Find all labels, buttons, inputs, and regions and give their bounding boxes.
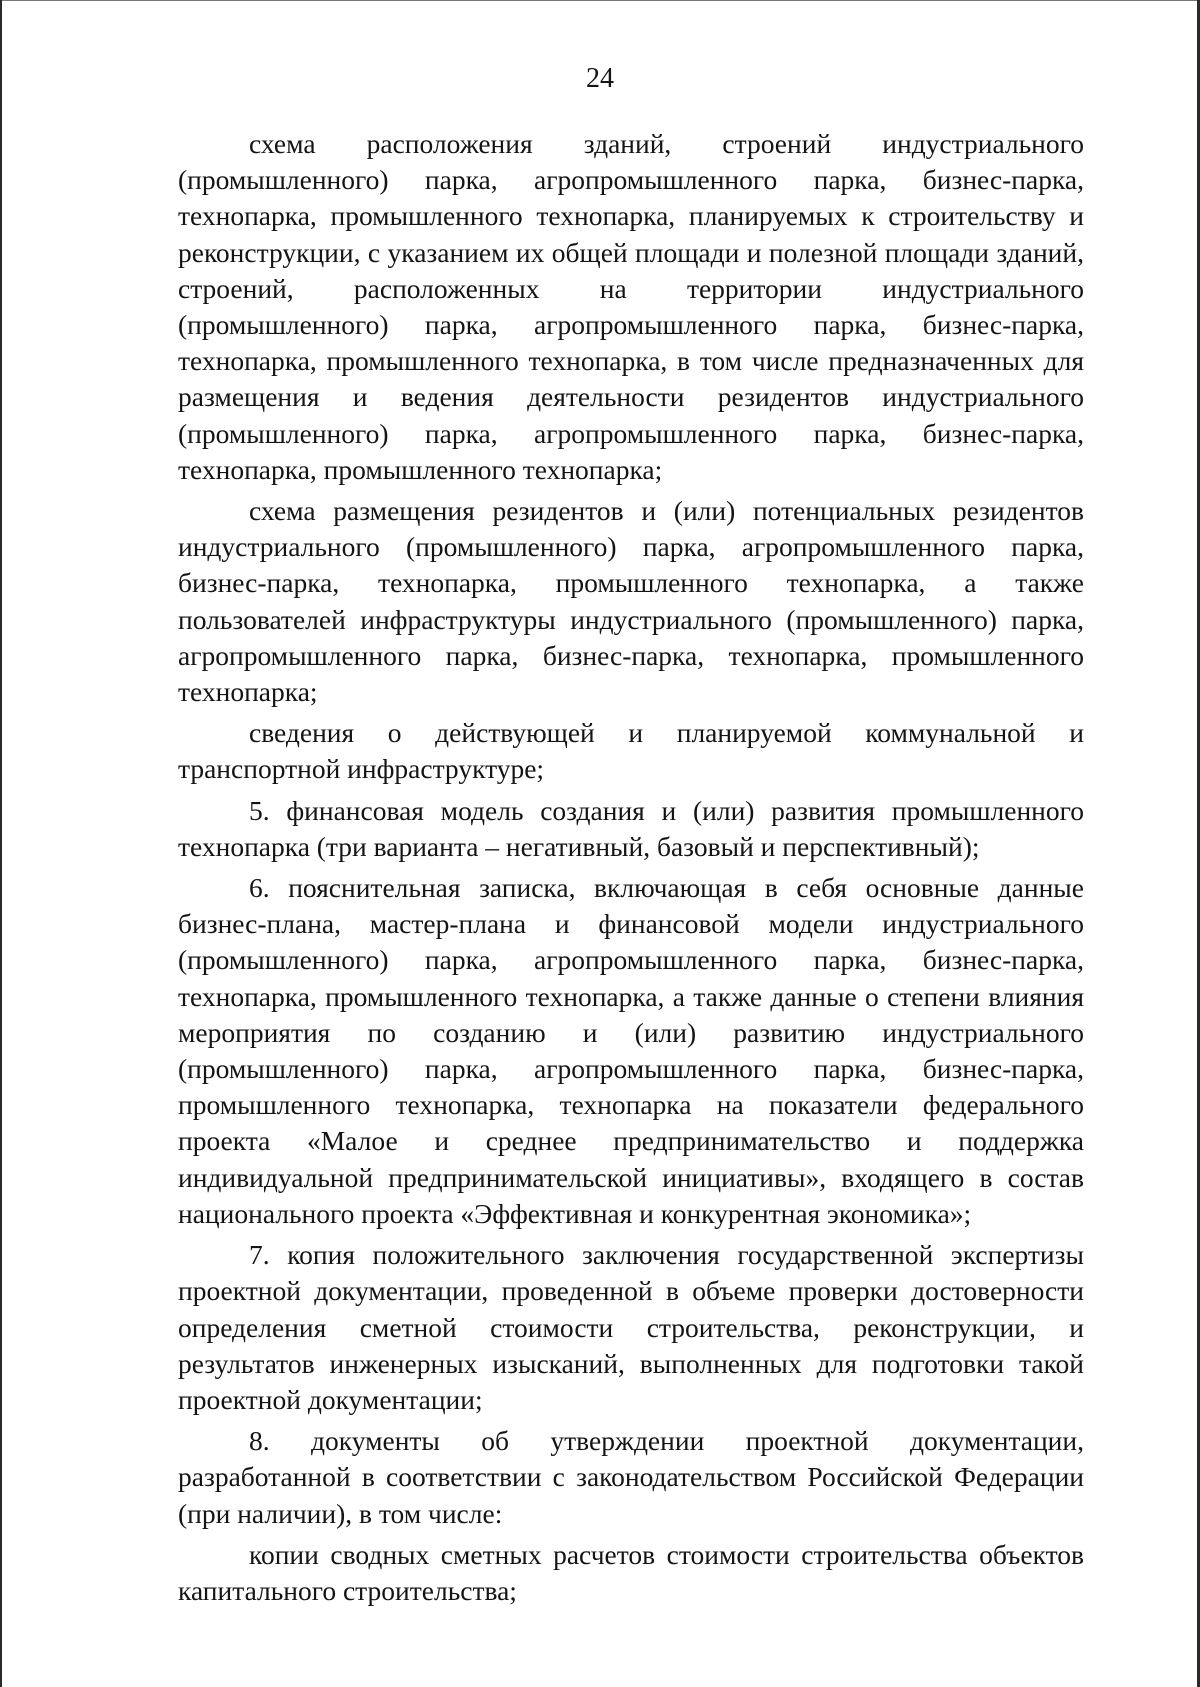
paragraph-item-5-financial-model: 5. финансовая модель создания и (или) развития промышленного технопарка (три варианта – негативный, базовый и перспективный); <box>178 794 1084 862</box>
paragraph-building-layout-scheme: схема расположения зданий, строений индустриального (промышленного) парка, агропромышленного парка, бизнес-парка, технопарка, промышленного технопарка, планируемых к строительству и реконструкции, с указанием их общей площади и полезной площади зданий, строений, расположенных на территории индустриального (промышленного) парка, агропромышленного парка, бизнес-парка, технопарка, промышленного технопарка, в том числе предназначенных для размещения и ведения деятельности резидентов индустриального (промышленного) парка, агропромышленного парка, бизнес-парка, технопарка, промышленного технопарка; <box>178 128 1084 485</box>
paragraph-residents-placement-scheme: схема размещения резидентов и (или) потенциальных резидентов индустриального (промышленного) парка, агропромышленного парка, бизнес-парка, технопарка, промышленного технопарка, а также пользователей инфраструктуры индустриального (промышленного) парка, агропромышленного парка, бизнес-парка, технопарка, промышленного технопарка; <box>178 495 1084 708</box>
scan-edge-left <box>0 0 2 1687</box>
paragraph-estimate-copies: копии сводных сметных расчетов стоимости строительства объектов капитального строительства; <box>178 1538 1084 1606</box>
paragraph-item-7-expertise-copy: 7. копия положительного заключения государственной экспертизы проектной документации, проведенной в объеме проверки достоверности определения сметной стоимости строительства, реконструкции, и результатов инженерных изысканий, выполненных для подготовки такой проектной документации; <box>178 1239 1084 1415</box>
paragraph-item-8-approval-documents: 8. документы об утверждении проектной документации, разработанной в соответствии с законодательством Российской Федерации (при наличии), в том числе: <box>178 1425 1084 1529</box>
paragraph-item-6-explanatory-note: 6. пояснительная записка, включающая в себя основные данные бизнес-плана, мастер-плана и финансовой модели индустриального (промышленного) парка, агропромышленного парка, бизнес-парка, технопарка, промышленного технопарка, а также данные о степени влияния мероприятия по созданию и (или) развитию индустриального (промышленного) парка, агропромышленного парка, бизнес-парка, промышленного технопарка, технопарка на показатели федерального проекта «Малое и среднее предпринимательство и поддержка индивидуальной предпринимательской инициативы», входящего в состав национального проекта «Эффективная и конкурентная экономика»; <box>178 872 1084 1229</box>
paragraph-infrastructure-info: сведения о действующей и планируемой коммунальной и транспортной инфраструктуре; <box>178 717 1084 785</box>
scan-edge-top <box>0 0 1200 1</box>
page-number: 24 <box>586 63 614 94</box>
document-body <box>178 126 1084 1609</box>
